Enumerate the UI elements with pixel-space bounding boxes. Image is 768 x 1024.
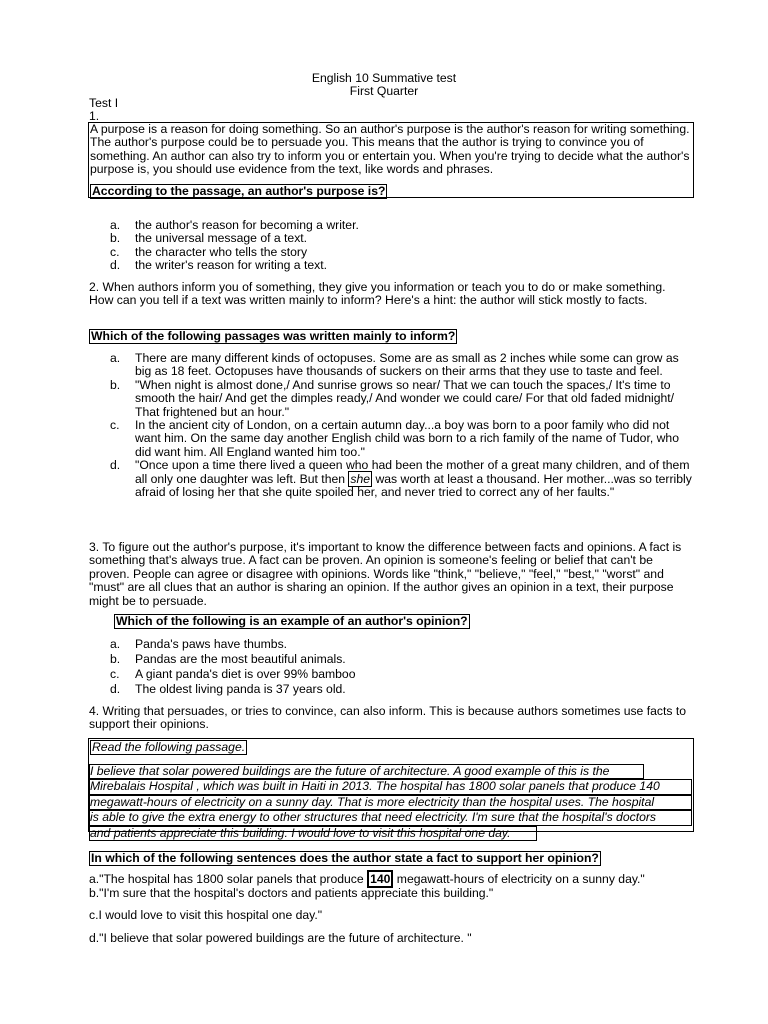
passage-line: megawatt-hours of electricity on a sunny day. That is more electricity than the hospital uses. The hospital — [89, 795, 692, 810]
highlighted-word: she — [350, 471, 371, 486]
list-item: b. "When night is almost done,/ And sunrise grows so near/ That we can touch the spaces,/ It's time to smooth the hair/ And get the dimples ready,/ And wonder we could care/ For that old faded midnight/ That frightened but an hour." — [110, 377, 675, 419]
list-item: d. The oldest living panda is 37 years old. — [110, 682, 346, 696]
question-4-option-d: d."I believe that solar powered buildings are the future of architecture. " — [89, 931, 472, 945]
question-2-prompt: Which of the following passages was written mainly to inform? — [91, 329, 456, 343]
question-3-options — [110, 637, 710, 697]
list-item: a. There are many different kinds of octopuses. Some are as small as 2 inches while some can grow as big as 18 feet. Octopuses have thousands of suckers on their arms that they use to taste and feel. — [110, 351, 679, 379]
passage-line: and patients appreciate this building. I would love to visit this hospital one day. — [89, 826, 537, 841]
document-subtitle: First Quarter — [349, 84, 419, 98]
question-2-options — [110, 352, 698, 499]
list-item: b. Pandas are the most beautiful animals. — [110, 652, 346, 666]
question-4-option-c: c.I would love to visit this hospital one day." — [89, 908, 323, 922]
question-1-passage: A purpose is a reason for doing something. So an author's purpose is the author's reason for writing something. The author's purpose could be to persuade you. This means that the author is trying to convince you of something. An author can also try to inform you or entertain you. When you're trying to decide what the author's purpose is, you should use evidence from the text, like words and phrases. — [90, 122, 690, 177]
passage-line: is able to give the extra energy to other structures that need electricity. I'm sure that the hospital's doctors — [89, 810, 692, 825]
list-item: c. In the ancient city of London, on a certain autumn day...a boy was born to a poor family who did not want him. On the same day another English child was born to a rich family of the name of Tudor, who did want him. All England wanted him too." — [110, 418, 679, 459]
passage-line: I believe that solar powered buildings are the future of architecture. A good example of this is the — [89, 764, 644, 779]
question-4-option-a: a."The hospital has 1800 solar panels that produce 140 megawatt-hours of electricity on a sunny day." — [89, 872, 645, 886]
list-item: a. Panda's paws have thumbs. — [110, 637, 288, 651]
list-item: d. the writer's reason for writing a text. — [110, 258, 327, 273]
question-1-prompt: According to the passage, an author's purpose is? — [92, 184, 386, 198]
list-item: c. the character who tells the story — [110, 244, 308, 259]
question-3-prompt: Which of the following is an example of an author's opinion? — [116, 614, 468, 628]
question-1-number: 1. — [89, 109, 100, 123]
question-4-option-b: b."I'm sure that the hospital's doctors and patients appreciate this building." — [89, 886, 494, 900]
question-4-passage-box — [88, 738, 694, 840]
question-1-options — [110, 219, 710, 273]
list-item: c. A giant panda's diet is over 99% bamboo — [110, 667, 356, 681]
question-4-prompt: In which of the following sentences does the author state a fact to support her opinion? — [91, 851, 599, 865]
list-item: d. "Once upon a time there lived a queen who had been the mother of a great many children, and of them all only one daughter was left. But then she was worth at least a thousand. Her mother...was so terribly afraid of losing her that she quite spoiled her, and never tried to correct any of her faults." — [110, 458, 692, 500]
question-4-passage — [89, 764, 693, 841]
question-3-intro: 3. To figure out the author's purpose, it's important to know the difference between facts and opinions. A fact is something that's always true. A fact can be proven. An opinion is someone's feeling or belief that can't be proven. People can agree or disagree with opinions. Words like "think," "believe," "feel," "best," "worst" and "must" are all clues that an author is sharing an opinion. If the author gives an opinion in a text, their purpose might be to persuade. — [89, 540, 682, 608]
question-1-passage-box — [88, 122, 694, 198]
read-passage-label: Read the following passage. — [92, 740, 246, 754]
question-2-intro: 2. When authors inform you of something, they give you information or teach you to do or make something. How can you tell if a text was written mainly to inform? Here's a hint: the author will stick mostly to facts. — [89, 280, 666, 308]
document-title: English 10 Summative test — [311, 71, 457, 85]
highlighted-number: 140 — [367, 870, 393, 888]
test-label: Test I — [89, 96, 119, 110]
question-4-intro: 4. Writing that persuades, or tries to convince, can also inform. This is because authors sometimes use facts to support their opinions. — [89, 704, 687, 732]
passage-line: Mirebalais Hospital , which was built in Haiti in 2013. The hospital has 1800 solar panels that produce 140 — [89, 779, 692, 794]
list-item: a. the author's reason for becoming a writer. — [110, 218, 359, 232]
list-item: b. the universal message of a text. — [110, 231, 308, 246]
